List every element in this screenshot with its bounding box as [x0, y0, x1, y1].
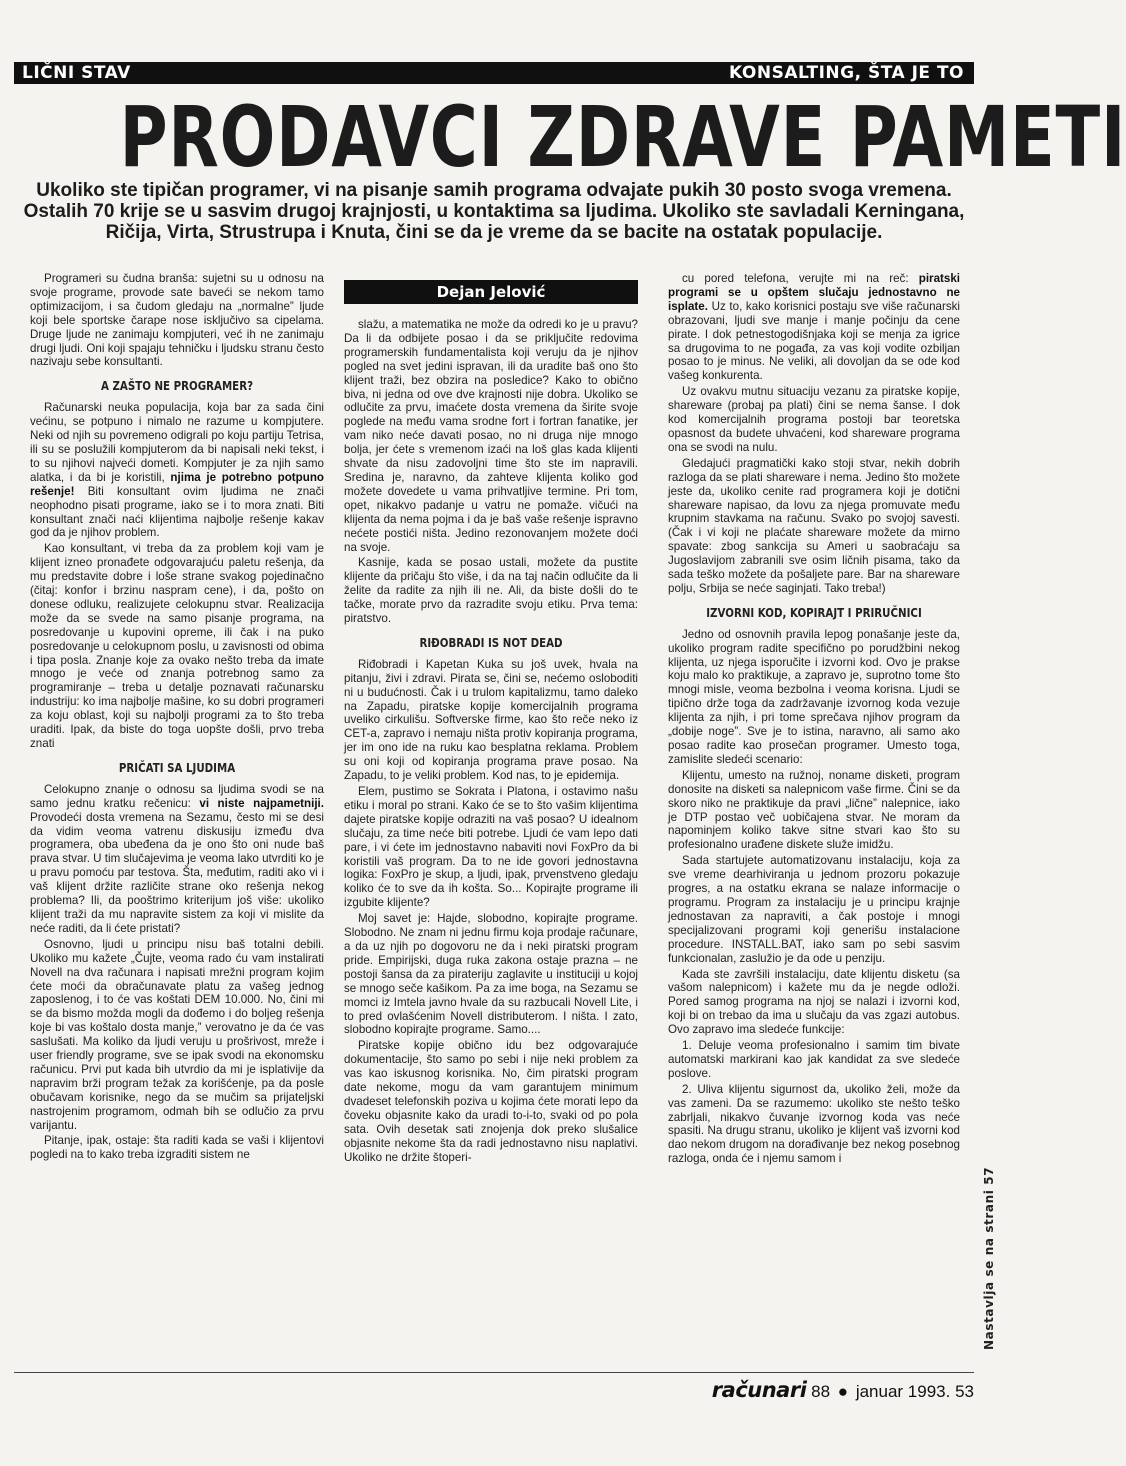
column-1 [30, 272, 324, 1358]
paragraph: cu pored telefona, verujte mi na reč: piratski programi se u opštem slučaju jednostavno ne isplate. Uz to, kako korisnici postaju sve više računarski obrazovani, ljudi sve manje i manje počinju da cene pirate. I dok petnestogodišnjaka koji se menja za igrice sa drugovima to ne pogađa, za vas koji vodite ozbiljan posao to je minus. Ne veliki, ali dovoljan da se ode kod vašeg konkurenta. [668, 272, 960, 383]
article-title: PRODAVCI ZDRAVE PAMETI [119, 88, 1126, 186]
author-box: Dejan Jelović [344, 280, 638, 304]
paragraph: Celokupno znanje o odnosu sa ljudima svodi se na samo jednu kratku rečenicu: vi niste najpametniji. Provodeći dosta vremena na Sezamu, često mi se desi da vidim veoma vatrenu diskusiju između dva programera, oba ubeđena da je ono što oni nude baš prava stvar. U tim slučajevima je veoma lako utvrditi ko je u pravu pomoću par testova. Šta, međutim, raditi ako vi i vaš klijent držite različite strane oko rešenja nekog problema? Ili, da pooštrimo kriterijum još više: ukoliko klijent traži da mu napravite sistem za koji vi mislite da neće raditi, da li ćete pristati? [30, 782, 324, 935]
paragraph: Gledajući pragmatički kako stoji stvar, nekih dobrih razloga da se plati shareware i nema. Jedino što možete jeste da, ukoliko cenite rad programera koji je dotični shareware napisao, da lovu za njega promuvate među krupnim stavkama na računu. Svako po svojoj savesti. (Čak i vi koji ne plaćate shareware možete da mirno spavate: zbog sankcija su Ameri u saobraćaju sa Jugoslavijom zabranili sve osim ličnih pisama, tako da sada teško možete da pošaljete pare. Bar na shareware polju, Srbija se neće saginjati. Tako treba!) [668, 456, 960, 595]
list-item: 2. Uliva klijentu sigurnost da, ukoliko želi, može da vas zameni. Da se razumemo: ukoliko ste nešto teško zabrljali, nikakvo čuvanje izvornog koda vas neće spasiti. Na drugu stranu, ukoliko je klijent vaš izvorni kod dao nekom drugom na dorađivanje bez nekog posebnog razloga, onda će i njemu samom i [668, 1082, 960, 1166]
subheading: IZVORNI KOD, KOPIRAJT I PRIRUČNICI [706, 604, 922, 620]
paragraph: Računarski neuka populacija, koja bar za sada čini većinu, se potpuno i nimalo ne razume u kompjutere. Neki od njih su povremeno odigrali po koju partiju Tetrisa, ili su se poslužili kompjuterom da bi napisali neki tekst, i to su njihovi najveći dometi. Kompjuter je za njih samo alatka, i da bi je koristili, njima je potrebno potpuno rešenje! Biti konsultant ovim ljudima ne znači neophodno pisati programe, iako se i to mora znati. Biti konsultant znači naći klijentima najbolje rešenje kakav god da je njihov problem. [30, 401, 324, 540]
paragraph: Moj savet je: Hajde, slobodno, kopirajte programe. Slobodno. Ne znam ni jednu firmu koja prodaje računare, a da uz njih po dogovoru ne da i neki piratski program pride. Empirijski, duga ruka zakona ostaje prazna – ne postoji šansa da za pirateriju zaglavite u instituciji u kojoj se mnogo seče kašikom. Pa za ime boga, na Sezamu se momci iz Imtela javno hvale da su razbucali Novell Lite, i to pred ovlašćenim Novell distributerom. I ništa. I zato, slobodno kopirajte programe. Samo.... [344, 912, 638, 1037]
paragraph: Klijentu, umesto na ružnoj, noname disketi, program donosite na disketi sa nalepnicom vaše firme. Čini se da skoro niko ne praktikuje da pravi „lične” nalepnice, iako je DTP postao več uobičajena stvar. Ne moram da napominjem koliko takve sitne stvari kao što su profesionalno urađene diskete služe imidžu. [668, 768, 960, 852]
paragraph: Programeri su čudna branša: sujetni su u odnosu na svoje programe, provode sate baveći se nekom tamo optimizacijom, i sa čudom gledaju na „normalne” ljude koji bele sportske čarape nose isključivo sa cipelama. Druge ljude ne zanimaju kompjuteri, već ih ne zanimaju drugi ljudi. Oni koji spajaju tehničku i ljudsku stranu često nazivaju sebe konsultanti. [30, 272, 324, 369]
paragraph: Jedno od osnovnih pravila lepog ponašanje jeste da, ukoliko program radite specifično po porudžbini nekog klijenta, uz njega isporučite i izvorni kod. Ovo je prakse koju malo ko praktikuje, a zapravo je, suprotno tome što mnogi misle, veoma bezbolna i veoma korisna. Ljudi se tipično drže toga da zadržavanje izvornog koda vezuje klijenta za njih, i pri tome sprečava njihov program da „dobije noge”. Sve je to istina, naravno, ali samo ako posao radite kao prosečan programer. Umesto toga, zamislite sledeći scenario: [668, 627, 960, 766]
list-item: 1. Deluje veoma profesionalno i samim tim bivate automatski markirani kao jak kandidat za sve sledeće poslove. [668, 1039, 960, 1080]
subheading: RIĐOBRADI IS NOT DEAD [419, 634, 563, 650]
paragraph: Osnovno, ljudi u principu nisu baš totalni debili. Ukoliko mu kažete „Čujte, veoma rado ću vam instalirati Novell na dva računara i napisati mrežni program kojim ćete moći da obračunavate platu za vašeg jednog zaposlenog, i to će vas koštati DEM 10.000. No, čini mi se da bismo možda mogli da dođemo i do boljeg rešenja koje bi vas koštalo dosta manje,” verovatno je da će vas saslušati. Ma koliko da ljudi veruju u prošrivost, mreže i user friendly programe, sve se ipak svodi na ekonomsku računicu. Prvi put kada bih utvrdio da mi je isplativije da napravim brži program težak za korišćenje, pa da posle obučavam korisnike, nego da se mučim sa prijateljski nastrojenim programom, odmah bih se odlučio za prvu varijantu. [30, 937, 324, 1132]
continued-note: Nastavlja se na strani 57 [982, 1166, 996, 1350]
section-label: LIČNI STAV [22, 63, 131, 83]
paragraph: Kada ste završili instalaciju, date klijentu disketu (sa vašom nalepnicom) i kažete mu da je negde odloži. Pored samog programa na njoj se nalazi i izvorni kod, koji bi on trebao da ima u slučaju da vas zgazi autobus. Ovo zapravo ima sledeće funkcije: [668, 967, 960, 1037]
paragraph: Riđobradi i Kapetan Kuka su još uvek, hvala na pitanju, živi i zdravi. Pirata se, čini se, nećemo osloboditi ni u budućnosti. Čak i u trulom kapitalizmu, tamo daleko na Zapadu, piratske kopije komercijalnih programa uveliko cirkulišu. Softverske firme, kao što reče neko iz CET-a, zapravo i nemaju ništa protiv kopiranja programa, jer im ono ide na ruku kao besplatna reklama. Problem su oni koji od kopiranja programa prave posao. Na Zapadu, to je veliki problem. Kod nas, to je epidemija. [344, 657, 638, 783]
paragraph: Kao konsultant, vi treba da za problem koji vam je klijent izneo pronađete odgovarajuću paletu rešenja, da mu predstavite dobre i loše strane svakog pojedinačno (čitaj: konfor i brzinu naspram cene), i da, pošto on donese odluku, realizujete celokupnu stvar. Realizacija može da se svede na samo pisanje programa, na posredovanje u kupovini opreme, ili čak i na puko posredovanje u celokupnom poslu, u zavisnosti od obima i tipa posla. Znanje koje za ovako nešto treba da imate mnogo je veće od znanja potrebnog samo za programiranje – treba u detalje poznavati računarsku industriju: ko ima najbolje mašine, ko su dobri programeri za koju oblast, koji su najbolji programi za to što treba uraditi. Ipak, da biste do toga uopšte došli, prvo treba znati [30, 542, 324, 750]
paragraph: Elem, pustimo se Sokrata i Platona, i ostavimo našu etiku i moral po strani. Kako će se to što vašim klijentima dajete piratske kopije odraziti na vaš posao? U idealnom slučaju, za time neće biti potrebe. Ljudi će vam lepo dati pare, i vi ćete im jednostavno nabaviti novi FoxPro da bi koristili vaš program. Da to ne ide govori jednostavna logika: FoxPro je skup, a ljudi, ipak, prvenstveno gledaju koliko će to sve da ih košta. So... Kopirajte programe ili izgubite klijente? [344, 785, 638, 910]
paragraph: Piratske kopije obično idu bez odgovarajuće dokumentacije, što samo po sebi i nije neki problem za vas kao iskusnog korisnika. No, čim piratski program date nekome, mogu da vam garantujem minimum dvadeset telefonskih poziva u kojima ćete morati lepo da čoveku objasnite kako da uradi to-i-to, svaki od po pola sata. Ovih desetak sati znojenja dok preko slušalice objasnite nekome šta da radi jednostavno nisu naplativi. Ukoliko ne držite štoperi- [344, 1039, 638, 1164]
bullet-icon: ● [837, 1382, 849, 1401]
subheading: A ZAŠTO NE PROGRAMER? [100, 378, 254, 394]
paragraph: slažu, a matematika ne može da odredi ko je u pravu? Da li da odbijete posao i da se priključite redovima programerskih fundamentalista koji veruju da je njihov pogled na svet jedini ispravan, ili da uradite baš ono što klijent traži, bez obzira na posledice? Kako to obično biva, ni jedna od ove dve krajnosti nije dobra. Ukoliko se odlučite za prvu, imaćete dosta vremena da širite svoje poglede na među vama srodne fort i fortran fanatike, jer vam niko neće davati posao, no ni druga nije mnogo bolja, jer ćete s vremenom izaći na loš glas kada klijenti shvate da nisu zadovoljni time što ste im napravili. Sredina je, naravno, da zahteve klijenta koliko god možete dovedete u vama prihvatljive termine. Pri tom, opet, nikakvo padanje u vatru ne pomaže. vičući na klijenta da nema pojma i da je baš vaše rešenje ispravno nećete postići ništa. Jedino rezonovanjem možete doći na svoje. [344, 318, 638, 554]
page-number: 53 [955, 1382, 974, 1401]
article-lead: Ukoliko ste tipičan programer, vi na pisanje samih programa odvajate pukih 30 posto svoga vremena. Ostalih 70 krije se u sasvim drugoj krajnjosti, u kontaktima sa ljudima. Ukoliko ste savladali Kerningana, Ričija, Virta, Strustrupa i Knuta, čini se da je vreme da se bacite na ostatak populacije. [23, 180, 965, 243]
paragraph: Sada startujete automatizovanu instalaciju, koja za sve vreme dearhiviranja u jednom prozoru pokazuje progres, a na ostatku ekrana se nalaze informacije o programu. Program za instalaciju je u principu krajnje jednostavan za napraviti, a čak postoje i mnogi specijalizovani programi koji generišu instalacione procedure. INSTALL.BAT, iako sam po sebi sasvim funkcionalan, zaslužio je da ode u penziju. [668, 854, 960, 965]
footer-rule [14, 1372, 974, 1373]
column-2 [344, 280, 638, 1366]
magazine-logo: računari [711, 1378, 807, 1402]
paragraph: Uz ovakvu mutnu situaciju vezanu za piratske kopije, shareware (probaj pa plati) čini se nema šanse. I dok kod komercijalnih programa postoji bar teoretska opasnost da budete uhvaćeni, kod shareware programa ona se svodi na nulu. [668, 385, 960, 454]
issue-number: 88 [811, 1382, 831, 1401]
subheading: PRIČATI SA LJUDIMA [118, 759, 236, 775]
paragraph: Kasnije, kada se posao ustali, možete da pustite klijente da pričaju što više, i da na taj način odlučite da li želite da radite za njih ili ne. Ali, da biste došli do te tačke, morate prvo da razradite svoju etiku. Prva tema: piratstvo. [344, 556, 638, 626]
issue-date: januar 1993. [855, 1382, 951, 1401]
column-3 [668, 272, 960, 1358]
section-band [14, 62, 974, 84]
page-footer [712, 1378, 974, 1402]
paragraph: Pitanje, ipak, ostaje: šta raditi kada se vaši i klijentovi pogledi na to kako treba izgraditi sistem ne [30, 1134, 324, 1162]
topic-label: KONSALTING, ŠTA JE TO [729, 63, 964, 83]
